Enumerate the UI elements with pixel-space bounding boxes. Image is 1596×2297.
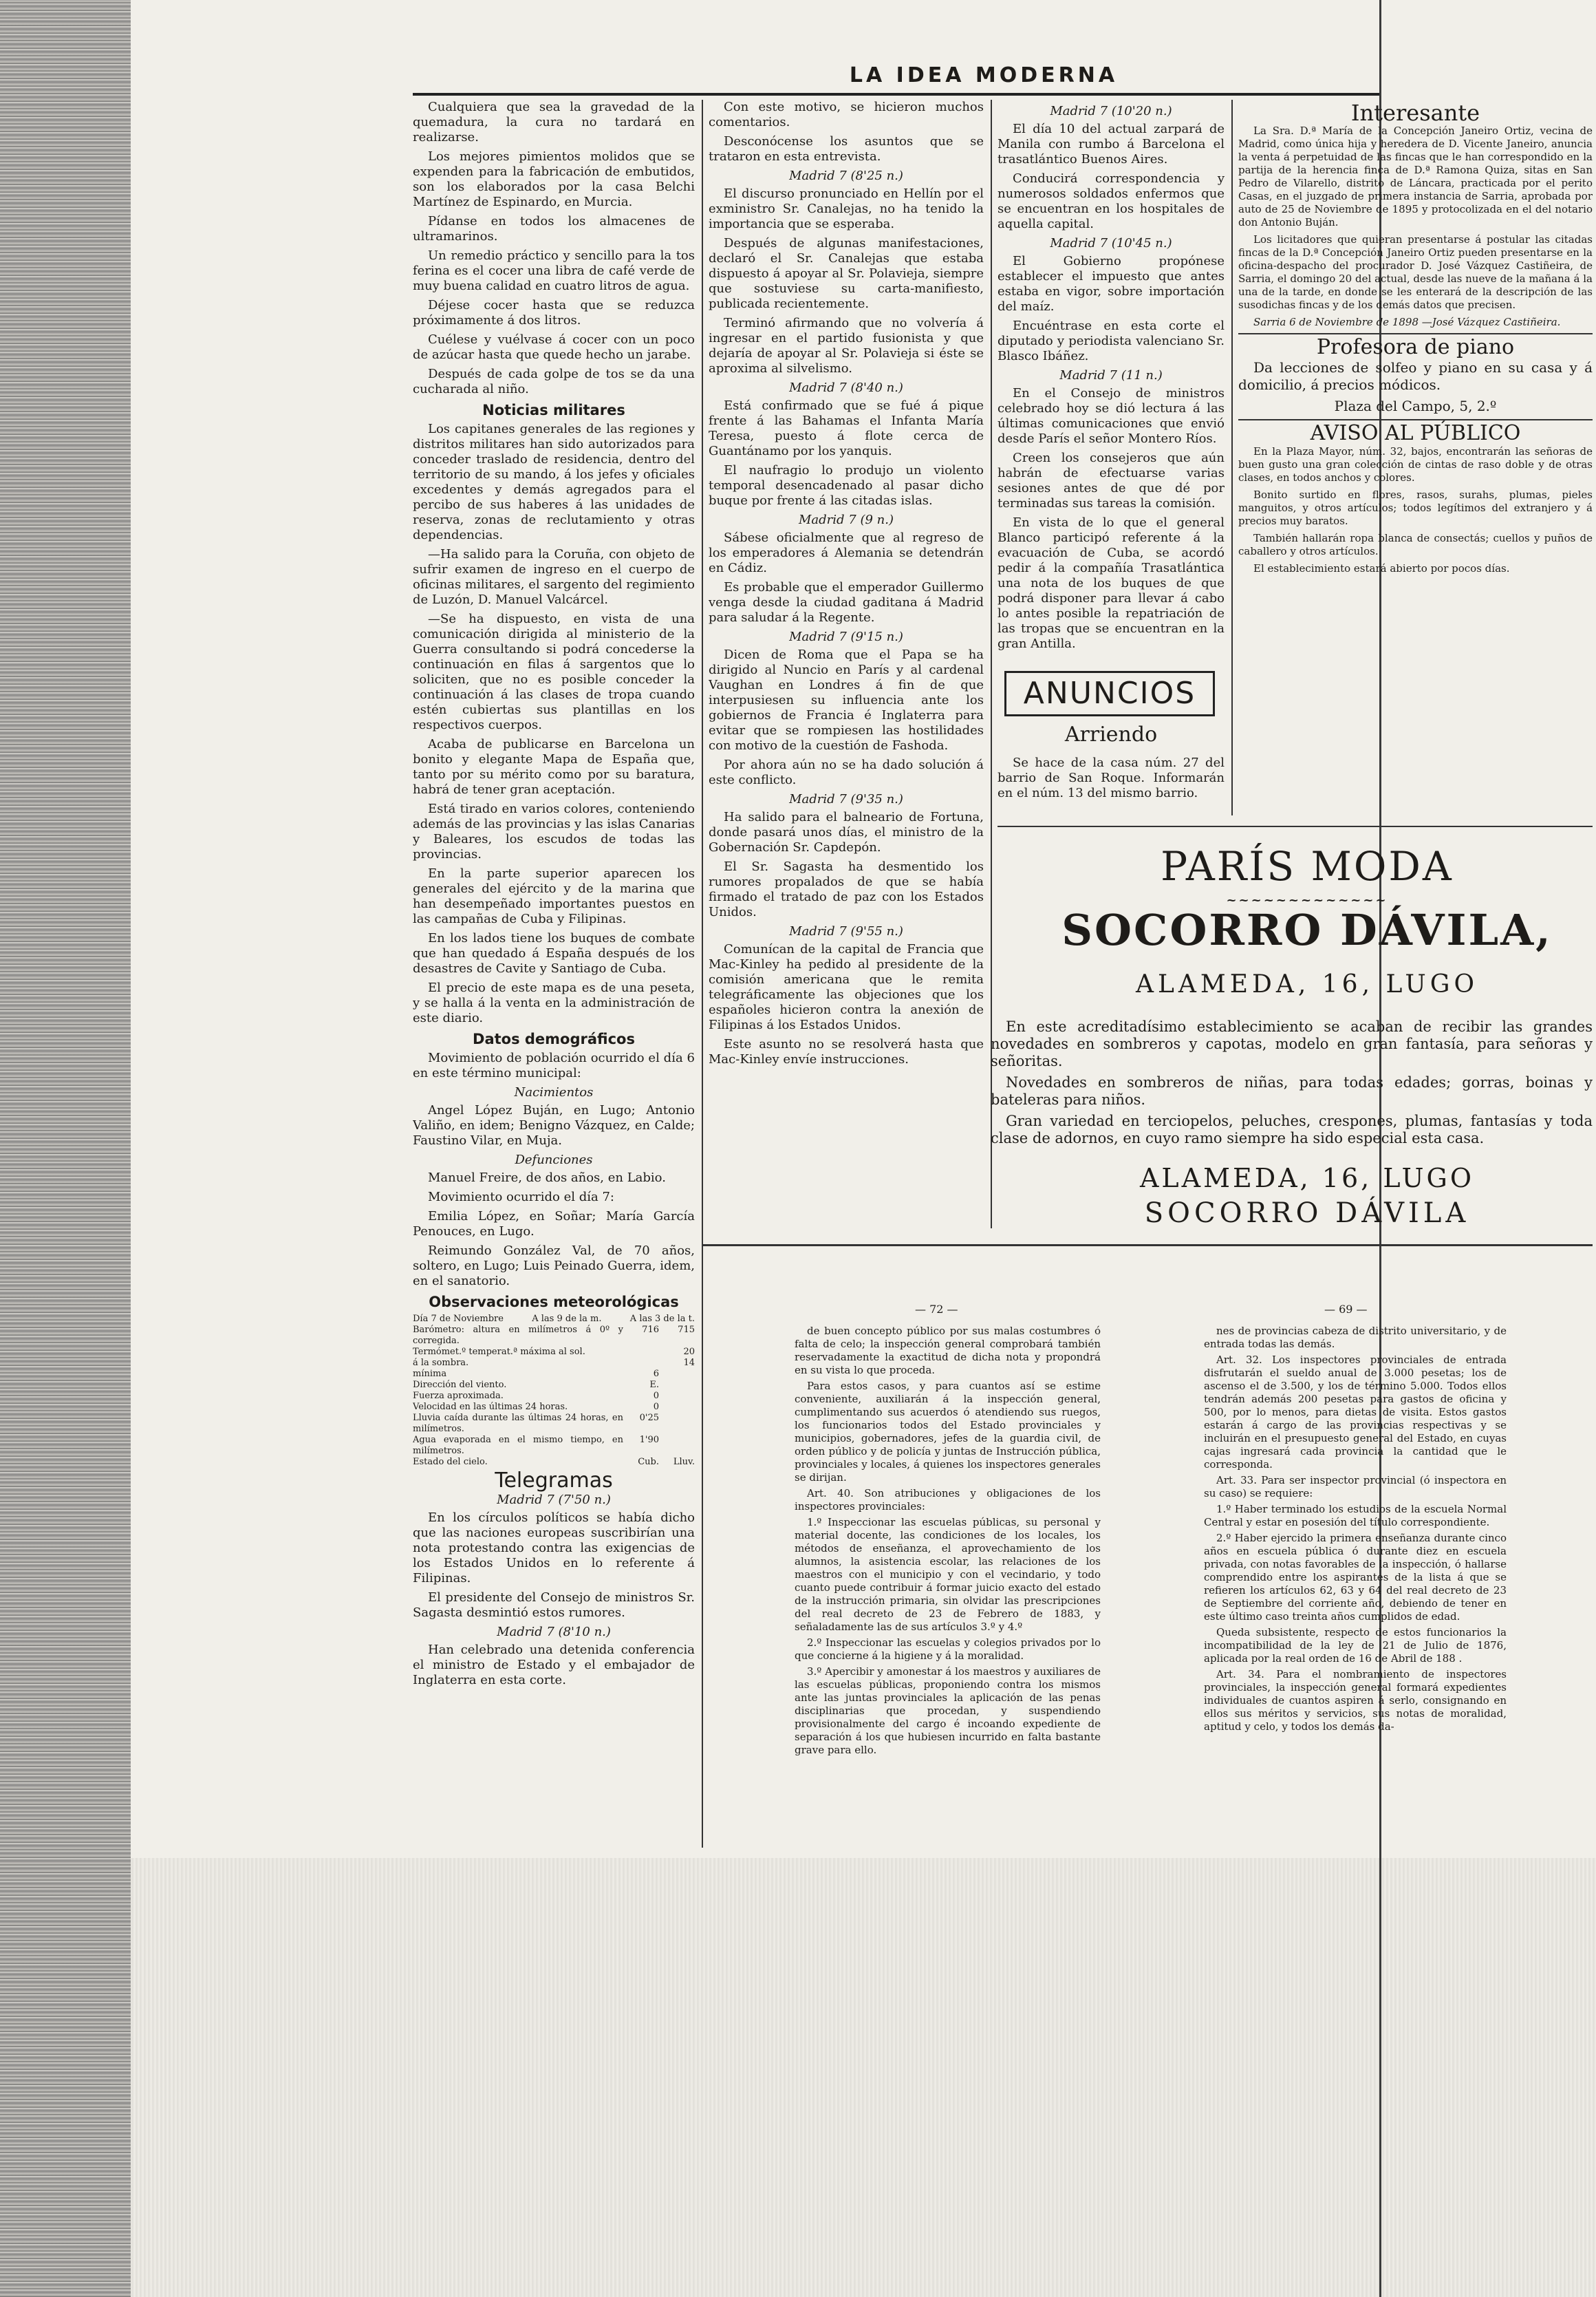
interesante-paragraph: La Sra. D.ª María de la Concepción Janeiro Ortiz, vecina de Madrid, como única hija y heredera de D. Vicente Janeiro, anuncia la venta á perpetuidad de las fincas que le han correspondido en la partija de la herencia finca de D.ª Ramona Quiza, sitas en San Pedro de Vilarello, distrito de Láncara, practicada por el perito Casas, en el juzgado de primera instancia de Sarria, aprobada por auto de 25 de Noviembre de 1895 y protocolizada en el del notario don Antonio Buján. bbox=[1238, 125, 1593, 228]
column-rule bbox=[1231, 100, 1233, 815]
regulation-paragraph: 2.º Inspeccionar las escuelas y colegios privados por lo que concierne á la higiene y á la moralidad. bbox=[795, 1636, 1101, 1662]
weather-row-label: Fuerza aproximada. bbox=[413, 1391, 504, 1401]
intro-paragraph: Cualquiera que sea la gravedad de la quemadura, la cura no tardará en realizarse. bbox=[413, 100, 695, 145]
weather-row-value: 20 bbox=[683, 1347, 695, 1357]
aviso-paragraph: El establecimiento estará abierto por pocos días. bbox=[1253, 562, 1510, 575]
news-paragraph: Ha salido para el balneario de Fortuna, donde pasará unos días, el ministro de la Gobernación Sr. Capdepón. bbox=[709, 810, 984, 855]
weather-row-value bbox=[659, 1391, 695, 1402]
weather-row-label: Estado del cielo. bbox=[413, 1457, 488, 1467]
weather-row-value: 0'25 bbox=[639, 1413, 659, 1423]
weather-row-value: 1'90 bbox=[639, 1435, 659, 1445]
weather-row-value: 6 bbox=[653, 1369, 659, 1379]
piano-heading: Profesora de piano bbox=[1316, 335, 1515, 359]
weather-col-b: A las 3 de la t. bbox=[629, 1314, 695, 1324]
regulation-paragraph: 3.º Apercibir y amonestar á los maestros y auxiliares de las escuelas públicas, proponiendo contra los mismos ante las juntas provinciales la aplicación de las penas disciplinarias que procedan, y suspendiendo provisionalmente del cargo é incoando expediente de separación á los que hubiesen incurrido en falta bastante grave para ello. bbox=[795, 1665, 1101, 1756]
mid-rule bbox=[702, 1244, 1593, 1246]
scan-noise-bottom bbox=[131, 1858, 1596, 2297]
news-paragraph: Conducirá correspondencia y numerosos soldados enfermos que se encuentran en los hospitales de aquella capital. bbox=[998, 171, 1225, 231]
news-paragraph: Creen los consejeros que aún habrán de efectuarse varias sesiones antes de que dé por terminadas sus tareas la comisión. bbox=[998, 451, 1225, 511]
deaths-label: Defunciones bbox=[515, 1153, 593, 1167]
column-1 bbox=[413, 100, 695, 1851]
bottom-right-column bbox=[1204, 1325, 1507, 1779]
news-paragraph: Está confirmado que se fué á pique frente á las Bahamas el Infanta María Teresa, puesto á flote cerca de Guantánamo por los yanquis. bbox=[709, 398, 984, 458]
arriendo-text bbox=[998, 756, 1225, 818]
news-dateline: Madrid 7 (9'35 n.) bbox=[789, 792, 903, 806]
section-rule bbox=[1238, 333, 1593, 334]
news-dateline: Madrid 7 (8'25 n.) bbox=[789, 169, 903, 183]
weather-row bbox=[413, 1435, 695, 1457]
weather-row bbox=[413, 1325, 695, 1347]
weather-row-value: E. bbox=[649, 1380, 659, 1390]
weather-table bbox=[413, 1314, 695, 1468]
demographics-paragraph: Manuel Freire, de dos años, en Labio. bbox=[428, 1171, 666, 1185]
news-paragraph: Por ahora aún no se ha dado solución á este conflicto. bbox=[709, 758, 984, 787]
demographics-paragraph: Movimiento de población ocurrido el día 6 en este término municipal: bbox=[413, 1051, 695, 1080]
demographics-paragraph: Reimundo González Val, de 70 años, soltero, en Lugo; Luis Peinado Guerra, idem, en el sanatorio. bbox=[413, 1243, 695, 1288]
paris-moda-footer-name: SOCORRO DÁVILA bbox=[1144, 1197, 1470, 1229]
masthead-rule bbox=[413, 93, 1379, 96]
scan-edge-left bbox=[0, 0, 131, 2297]
ad-top-rule bbox=[998, 826, 1593, 827]
paris-moda-name: SOCORRO DÁVILA, bbox=[1061, 905, 1553, 955]
paris-moda-paragraph: En este acreditadísimo establecimiento se acaban de recibir las grandes novedades en sombreros y capotas, modelo en gran fantasía, para señoras y señoritas. bbox=[991, 1018, 1593, 1069]
weather-row bbox=[413, 1347, 695, 1358]
news-paragraph: El discurso pronunciado en Hellín por el exministro Sr. Canalejas, no ha tenido la importancia que se esperaba. bbox=[709, 186, 984, 231]
aviso-paragraph: Bonito surtido en flores, rasos, surahs, plumas, pieles manguitos, y otros artículos; todos legítimos del extranjero y á precios muy baratos. bbox=[1238, 489, 1593, 527]
weather-row-value bbox=[623, 1358, 659, 1369]
news-paragraph: Sábese oficialmente que al regreso de los emperadores á Alemania se detendrán en Cádiz. bbox=[709, 531, 984, 575]
map-paragraph: En la parte superior aparecen los generales del ejército y de la marina que han desempeñado importantes puestos en las campañas de Cuba y Filipinas. bbox=[413, 866, 695, 926]
regulation-paragraph: Para estos casos, y para cuantos así se estime conveniente, auxiliarán á la inspección general, cumplimentando sus acuerdos ó atendiendo sus ruegos, los funcionarios todos del Estado provinciales y municipios, gobernadores, jefes de la guardia civil, de orden público y de policía y juntas de Instrucción pública, provinciales y locales, á quienes los inspectores generales se dirijan. bbox=[795, 1380, 1101, 1484]
news-paragraph: En el Consejo de ministros celebrado hoy se dió lectura á las últimas comunicaciones que envió desde París el señor Montero Ríos. bbox=[998, 386, 1225, 446]
paris-moda-paragraph: Novedades en sombreros de niñas, para todas edades; gorras, boinas y bateleras para niños. bbox=[991, 1074, 1593, 1108]
demographics-paragraph: Movimiento ocurrido el día 7: bbox=[428, 1190, 614, 1204]
news-dateline: Madrid 7 (9 n.) bbox=[799, 513, 894, 527]
regulation-paragraph: Art. 34. Para el nombramiento de inspectores provinciales, la inspección general formará expedientes individuales de cuantos aspiren á serlo, consignando en ellos sus méritos y servicios, sus notas de moralidad, aptitud y celo, y todos los demás da- bbox=[1204, 1668, 1507, 1733]
map-paragraph: En los lados tiene los buques de combate que han quedado á España después de los desastres de Cavite y Santiago de Cuba. bbox=[413, 931, 695, 976]
weather-rows bbox=[413, 1325, 695, 1468]
map-paragraph: El precio de este mapa es de una peseta, y se halla á la venta en la administración de este diario. bbox=[413, 981, 695, 1025]
weather-table-header bbox=[413, 1314, 695, 1325]
aviso-paragraph: También hallarán ropa blanca de consectás; cuellos y puños de caballero y otros artículos. bbox=[1238, 532, 1593, 557]
news-paragraph: Terminó afirmando que no volvería á ingresar en el partido fusionista y que dejaría de apoyar al Sr. Polavieja si éste se aproxima al silvelismo. bbox=[709, 316, 984, 376]
paris-moda-footer-address: ALAMEDA, 16, LUGO bbox=[1139, 1163, 1475, 1193]
map-paragraph: Acaba de publicarse en Barcelona un bonito y elegante Mapa de España que, tanto por su mérito como por su baratura, habrá de tener gran aceptación. bbox=[413, 737, 695, 797]
news-paragraph: El naufragio lo produjo un violento temporal desencadenado al pasar dicho buque por frente á las citadas islas. bbox=[709, 463, 984, 508]
bottom-left-column bbox=[795, 1325, 1101, 1779]
regulation-paragraph: de buen concepto público por sus malas costumbres ó falta de celo; la inspección general comprobará también reservadamente la exactitud de dicha nota y propondrá en su vista lo que proceda. bbox=[795, 1325, 1101, 1376]
weather-row-value: Lluv. bbox=[673, 1457, 695, 1467]
interesante-signature: Sarria 6 de Noviembre de 1898 —José Vázquez Castiñeira. bbox=[1253, 316, 1561, 328]
remedy-paragraph: Déjese cocer hasta que se reduzca próximamente á dos litros. bbox=[413, 298, 695, 328]
military-paragraph: —Se ha dispuesto, en vista de una comunicación dirigida al ministerio de la Guerra consultando si podrá concederse la continuación en filas á sargentos que lo soliciten, que no es posible conceder la continuación á las clases de tropa cuando estén cubiertas sus plantillas en los respectivos cuerpos. bbox=[413, 612, 695, 732]
paris-moda-title: PARÍS MODA bbox=[1161, 843, 1454, 890]
weather-col-a: A las 9 de la m. bbox=[532, 1314, 602, 1324]
intro-paragraph: Pídanse en todos los almacenes de ultramarinos. bbox=[413, 214, 695, 244]
map-paragraph: Está tirado en varios colores, conteniendo además de las provincias y las islas Canarias y Baleares, los escudos de todas las provincias. bbox=[413, 802, 695, 862]
news-paragraph: Este asunto no se resolverá hasta que Mac-Kinley envíe instrucciones. bbox=[709, 1037, 984, 1067]
weather-row bbox=[413, 1358, 695, 1369]
weather-day: Día 7 de Noviembre bbox=[413, 1314, 504, 1324]
weather-row-label: Barómetro: altura en milímetros á 0º y corregida. bbox=[413, 1325, 623, 1346]
remedy-paragraph: Después de cada golpe de tos se da una cucharada al niño. bbox=[413, 367, 695, 396]
weather-row-value: Cub. bbox=[638, 1457, 659, 1467]
news-dateline: Madrid 7 (8'40 n.) bbox=[789, 381, 903, 395]
weather-row bbox=[413, 1402, 695, 1413]
remedy-paragraph: Cuélese y vuélvase á cocer con un poco de azúcar hasta que quede hecho un jarabe. bbox=[413, 332, 695, 362]
weather-row-value bbox=[659, 1413, 695, 1435]
piano-address: Plaza del Campo, 5, 2.º bbox=[1334, 398, 1497, 414]
weather-row bbox=[413, 1391, 695, 1402]
births-label: Nacimientos bbox=[514, 1085, 594, 1100]
column-2 bbox=[709, 100, 984, 1228]
aviso-heading: AVISO AL PÚBLICO bbox=[1310, 421, 1521, 445]
regulation-paragraph: Art. 32. Los inspectores provinciales de entrada disfrutarán el sueldo anual de 3.000 pesetas; los de ascenso el de 3.500, y los de término 5.000. Todos ellos tendrán además 200 pesetas para gastos de oficina y 500, por lo menos, para dietas de visita. Estos gastos estarán á cargo de las provincias respectivas y se incluirán en el presupuesto general del Estado, en cuyas cajas ingresará cada provincia la cantidad que le corresponda. bbox=[1204, 1354, 1507, 1471]
anuncios-heading: ANUNCIOS bbox=[1004, 671, 1215, 716]
weather-row-label: mínima bbox=[413, 1369, 447, 1379]
weather-row-value bbox=[623, 1347, 659, 1358]
paris-moda-address: ALAMEDA, 16, LUGO bbox=[1135, 970, 1479, 998]
news-paragraph: El día 10 del actual zarpará de Manila con rumbo á Barcelona el trasatlántico Buenos Aires. bbox=[998, 122, 1225, 167]
news-paragraph: En vista de lo que el general Blanco participó referente á la evacuación de Cuba, se acordó pedir á la compañía Trasatlántica una nota de los buques de que podrá disponer para llevar á cabo lo antes posible la repatriación de las tropas que se encuentran en la gran Antilla. bbox=[998, 515, 1225, 651]
paris-moda-text bbox=[991, 1018, 1593, 1163]
intro-paragraph: Los mejores pimientos molidos que se expenden para la fabricación de embutidos, son los elaborados por la casa Belchi Martínez de Espinardo, en Murcia. bbox=[413, 149, 695, 209]
weather-row bbox=[413, 1380, 695, 1391]
page-number: — 72 — bbox=[915, 1303, 958, 1316]
weather-row-value bbox=[659, 1369, 695, 1380]
regulation-paragraph: Art. 33. Para ser inspector provincial (ó inspectora en su caso) se requiere: bbox=[1204, 1474, 1507, 1499]
demographics-paragraph: Emilia López, en Soñar; María García Penouces, en Lugo. bbox=[413, 1209, 695, 1239]
weather-row-value: 14 bbox=[683, 1358, 695, 1368]
news-paragraph: Comunícan de la capital de Francia que Mac-Kinley ha pedido al presidente de la comisión americana que le remita telegráficamente las objeciones que los españoles hicieron contra la anexión de Filipinas á los Estados Unidos. bbox=[709, 942, 984, 1032]
military-paragraph: Los capitanes generales de las regiones y distritos militares han sido autorizados para conceder traslado de residencia, dentro del territorio de su mando, á los jefes y oficiales excedentes y demás agregados para el percibo de sus haberes á las unidades de reserva, zonas de reclutamiento y otras dependencias. bbox=[413, 422, 695, 542]
weather-row bbox=[413, 1369, 695, 1380]
regulation-paragraph: nes de provincias cabeza de distrito universitario, y de entrada todas las demás. bbox=[1204, 1325, 1507, 1350]
military-heading: Noticias militares bbox=[482, 402, 625, 418]
weather-row-value bbox=[659, 1402, 695, 1413]
column-4 bbox=[1238, 100, 1593, 819]
news-paragraph: El Gobierno propónese establecer el impuesto que antes estaba en vigor, sobre importación del maíz. bbox=[998, 254, 1225, 314]
demographics-heading: Datos demográficos bbox=[473, 1031, 635, 1047]
weather-row-label: Velocidad en las últimas 24 horas. bbox=[413, 1402, 568, 1412]
weather-row-label: Lluvia caída durante las últimas 24 horas, en milímetros. bbox=[413, 1413, 623, 1434]
weather-row-label: á la sombra. bbox=[413, 1358, 469, 1368]
news-dateline: Madrid 7 (9'15 n.) bbox=[789, 630, 903, 644]
aviso-paragraph: En la Plaza Mayor, núm. 32, bajos, encontrarán las señoras de buen gusto una gran colección de cintas de raso doble y de otras clases, en todos anchos y colores. bbox=[1238, 445, 1593, 484]
weather-row-value bbox=[659, 1380, 695, 1391]
news-paragraph: Dicen de Roma que el Papa se ha dirigido al Nuncio en París y al cardenal Vaughan en Londres á fin de que interpusiesen su influencia ante los gobiernos de Francia é Inglaterra para evitar que se rompiesen las hostilidades con motivo de la cuestión de Fashoda. bbox=[709, 648, 984, 753]
news-dateline: Madrid 7 (9'55 n.) bbox=[789, 924, 903, 939]
remedy-paragraph: Un remedio práctico y sencillo para la tos ferina es el cocer una libra de café verde de muy buena calidad en cuatro litros de agua. bbox=[413, 248, 695, 293]
telegram-paragraph: En los círculos políticos se había dicho que las naciones europeas suscribirían una nota protestando contra las exigencias de los Estados Unidos en lo referente á Filipinas. bbox=[413, 1510, 695, 1585]
military-paragraph: —Ha salido para la Coruña, con objeto de sufrir examen de ingreso en el cuerpo de oficinas militares, el sargento del regimiento de Luzón, D. Manuel Valcárcel. bbox=[413, 547, 695, 607]
news-dateline: Madrid 7 (11 n.) bbox=[1059, 368, 1163, 383]
section-rule bbox=[1238, 419, 1593, 420]
regulation-paragraph: 1.º Haber terminado los estudios de la escuela Normal Central y estar en posesión del título correspondiente. bbox=[1204, 1503, 1507, 1528]
masthead: LA IDEA MODERNA bbox=[849, 63, 1119, 87]
weather-row bbox=[413, 1413, 695, 1435]
weather-row-label: Dirección del viento. bbox=[413, 1380, 507, 1390]
arriendo-paragraph: Se hace de la casa núm. 27 del barrio de San Roque. Informarán en el núm. 13 del mismo barrio. bbox=[998, 756, 1225, 800]
telegram-paragraph: Han celebrado una detenida conferencia el ministro de Estado y el embajador de Inglaterra en esta corte. bbox=[413, 1643, 695, 1687]
telegrams-heading: Telegramas bbox=[495, 1468, 613, 1493]
regulation-paragraph: 2.º Haber ejercido la primera enseñanza durante cinco años en escuela pública ó durante diez en escuela privada, con notas favorables de la inspección, ó hallarse comprendido entre los aspirantes de la lista á que se refieren los artículos 62, 63 y 64 del real decreto de 23 de Septiembre del corriente año, debiendo de tener en este último caso treinta años cumplidos de edad. bbox=[1204, 1532, 1507, 1623]
weather-row-label: Agua evaporada en el mismo tiempo, en milímetros. bbox=[413, 1435, 623, 1456]
column-3 bbox=[998, 100, 1225, 657]
interesante-paragraph: Los licitadores que quieran presentarse á postular las citadas fincas de la D.ª Concepción Janeiro Ortiz pueden presentarse en la oficina-despacho del procurador D. José Vázquez Castiñeira, de Sarria, el domingo 20 del actual, desde las nueve de la mañana á la una de la tarde, en donde se les enterará de la descripción de las susodichas fincas y de los demás datos que precisen. bbox=[1238, 233, 1593, 311]
regulation-paragraph: Queda subsistente, respecto de estos funcionarios la incompatibilidad de la ley de 21 de Julio de 1876, aplicada por la real orden de 16 de Abril de 188 . bbox=[1204, 1626, 1507, 1665]
weather-row-value: 0 bbox=[653, 1402, 659, 1412]
weather-row-value: 716 bbox=[642, 1325, 659, 1335]
column-rule bbox=[702, 100, 703, 1848]
demographics-paragraph: Angel López Buján, en Lugo; Antonio Valiño, en idem; Benigno Vázquez, en Calde; Faustino Vilar, en Muja. bbox=[413, 1103, 695, 1148]
news-paragraph: Desconócense los asuntos que se trataron en esta entrevista. bbox=[709, 134, 984, 164]
news-paragraph: Después de algunas manifestaciones, declaró el Sr. Canalejas que estaba dispuesto á apoyar al Sr. Polavieja, siempre que sostuviese su carta-manifiesto, publicada recientemente. bbox=[709, 236, 984, 311]
page-number: — 69 — bbox=[1324, 1303, 1368, 1316]
news-dateline: Madrid 7 (10'20 n.) bbox=[1050, 104, 1172, 118]
arriendo-heading: Arriendo bbox=[1064, 723, 1158, 747]
news-paragraph: El Sr. Sagasta ha desmentido los rumores propalados de que se había firmado el tratado de paz con los Estados Unidos. bbox=[709, 859, 984, 919]
telegram-paragraph: El presidente del Consejo de ministros Sr. Sagasta desmintió estos rumores. bbox=[413, 1590, 695, 1620]
weather-row-label: Termómet.º temperat.ª máxima al sol. bbox=[413, 1347, 585, 1357]
news-paragraph: Encuéntrase en esta corte el diputado y periodista valenciano Sr. Blasco Ibáñez. bbox=[998, 319, 1225, 363]
telegram-dateline: Madrid 7 (8'10 n.) bbox=[497, 1625, 611, 1639]
paris-moda-ornament: ~~~~~~~~~~~~~ bbox=[1226, 893, 1388, 908]
weather-row-value: 0 bbox=[653, 1391, 659, 1401]
regulation-paragraph: Art. 40. Son atribuciones y obligaciones de los inspectores provinciales: bbox=[795, 1487, 1101, 1513]
news-paragraph: Con este motivo, se hicieron muchos comentarios. bbox=[709, 100, 984, 129]
weather-row-value: 715 bbox=[678, 1325, 695, 1335]
news-paragraph: Es probable que el emperador Guillermo venga desde la ciudad gaditana á Madrid para saludar á la Regente. bbox=[709, 580, 984, 625]
paris-moda-paragraph: Gran variedad en terciopelos, peluches, crespones, plumas, fantasías y toda clase de adornos, en cuyo ramo siempre ha sido especial esta casa. bbox=[991, 1113, 1593, 1146]
weather-row-value bbox=[659, 1435, 695, 1457]
telegram-dateline: Madrid 7 (7'50 n.) bbox=[497, 1493, 611, 1507]
weather-heading: Observaciones meteorológicas bbox=[429, 1294, 679, 1310]
weather-row bbox=[413, 1457, 695, 1468]
regulation-paragraph: 1.º Inspeccionar las escuelas públicas, su personal y material docente, las condiciones de los locales, los métodos de enseñanza, el aprovechamiento de los alumnos, la asistencia escolar, las relaciones de los maestros con el municipio y con el vecindario, y todo cuanto puede contribuir á formar juicio exacto del estado de la instrucción primaria, sin olvidar las prescripciones del real decreto de 23 de Febrero de 1883, y señaladamente las de sus artículos 3.º y 4.º bbox=[795, 1516, 1101, 1633]
piano-paragraph: Da lecciones de solfeo y piano en su casa y á domicilio, á precios módicos. bbox=[1238, 359, 1593, 393]
interesante-heading: Interesante bbox=[1350, 100, 1480, 126]
news-dateline: Madrid 7 (10'45 n.) bbox=[1050, 236, 1172, 250]
